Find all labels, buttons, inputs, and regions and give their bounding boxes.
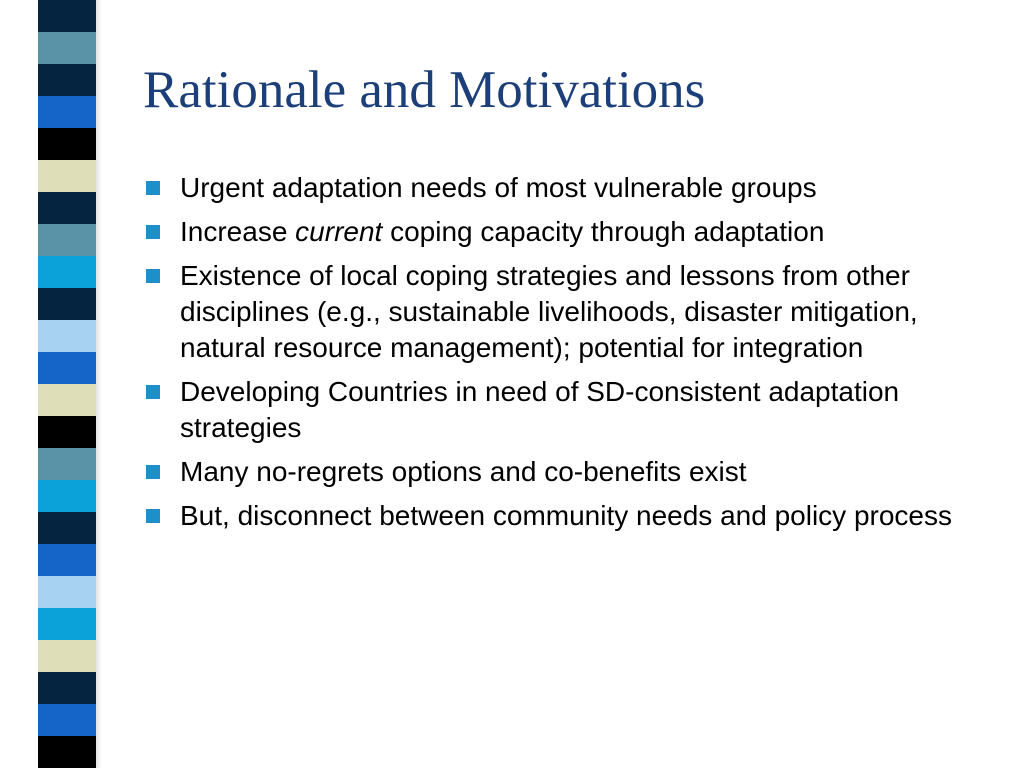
stripe-band xyxy=(38,128,96,160)
square-bullet-icon xyxy=(146,385,160,399)
square-bullet-icon xyxy=(146,509,160,523)
bullet-item xyxy=(0,214,1000,250)
slide-title: Rationale and Motivations xyxy=(143,61,706,119)
stripe-band xyxy=(38,704,96,736)
bullet-text: Existence of local coping strategies and lessons from other disciplines (e.g., sustainable livelihoods, disaster mitigation, natural resource management); potential for integration xyxy=(180,260,918,363)
square-bullet-icon xyxy=(146,269,160,283)
bullet-text-post: coping capacity through adaptation xyxy=(382,216,825,247)
bullet-text-pre: Increase xyxy=(180,216,296,247)
bullet-text: Urgent adaptation needs of most vulnerable groups xyxy=(180,172,817,203)
stripe-band xyxy=(38,672,96,704)
bullet-text: Developing Countries in need of SD-consistent adaptation strategies xyxy=(180,376,900,443)
square-bullet-icon xyxy=(146,465,160,479)
square-bullet-icon xyxy=(146,181,160,195)
stripe-band xyxy=(38,736,96,768)
bullet-text-emphasis: current xyxy=(295,216,383,247)
bullet-text: Many no-regrets options and co-benefits exist xyxy=(180,456,747,487)
stripe-band xyxy=(38,96,96,128)
stripe-band xyxy=(38,0,96,32)
bullet-item xyxy=(0,374,1000,446)
bullet-list xyxy=(0,170,1000,542)
square-bullet-icon xyxy=(146,225,160,239)
bullet-text xyxy=(180,214,1000,250)
stripe-band xyxy=(38,544,96,576)
bullet-item xyxy=(0,454,1000,490)
stripe-band xyxy=(38,608,96,640)
bullet-text: But, disconnect between community needs and policy process xyxy=(180,500,952,531)
stripe-band xyxy=(38,576,96,608)
stripe-band xyxy=(38,64,96,96)
stripe-band xyxy=(38,32,96,64)
stripe-band xyxy=(38,640,96,672)
bullet-item xyxy=(0,498,1000,534)
bullet-item xyxy=(0,170,1000,206)
bullet-item xyxy=(0,258,1000,366)
